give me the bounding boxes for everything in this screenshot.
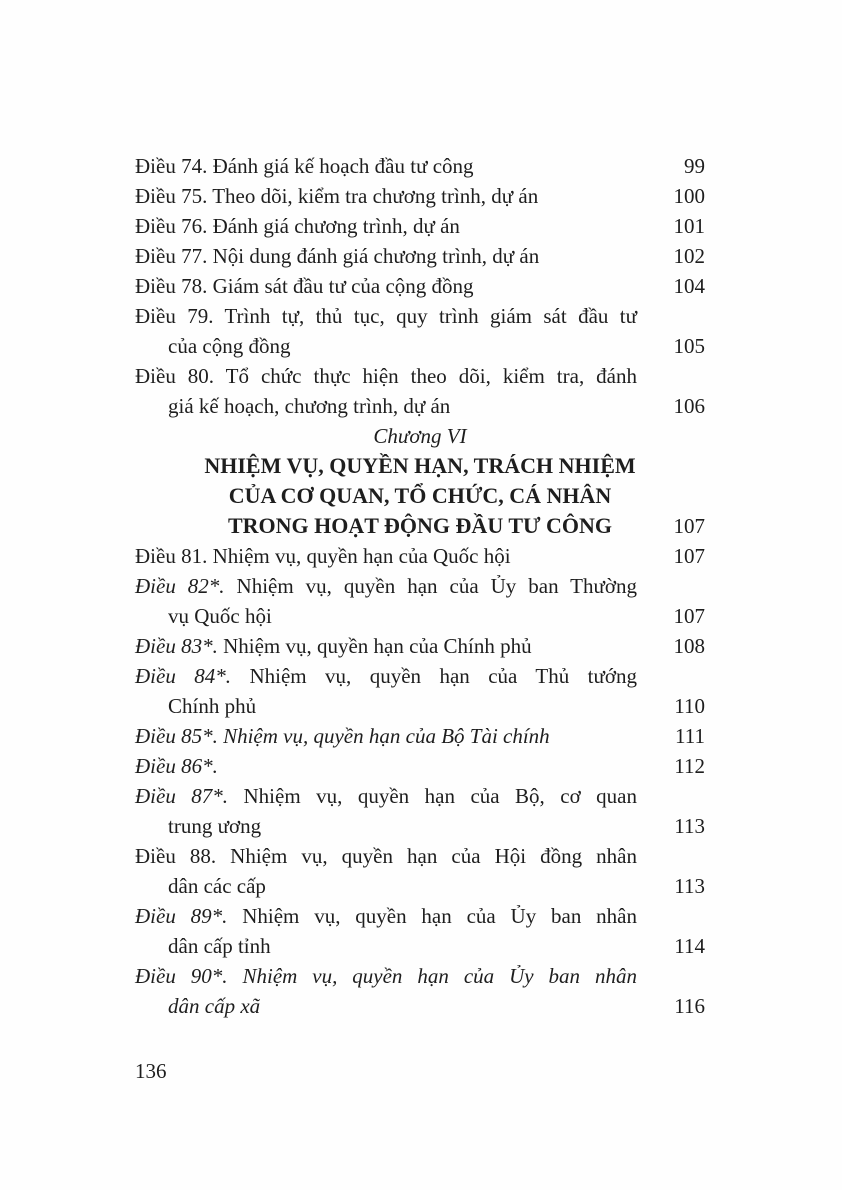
entry-line-1 xyxy=(135,211,705,241)
toc-entry xyxy=(135,181,705,211)
entry-line-1 xyxy=(135,541,705,571)
article-title: Nhiệm vụ, quyền hạn của Bộ Tài chính xyxy=(223,724,550,748)
entry-line-1 xyxy=(135,721,705,751)
article-title-continued: Chính phủ xyxy=(168,694,257,718)
page-number: 113 xyxy=(674,874,705,898)
article-title: Trình tự, thủ tục, quy trình giám sát đầu tư xyxy=(224,304,637,328)
entry-text xyxy=(135,271,474,301)
article-label: Điều 76. xyxy=(135,214,208,238)
page-number: 110 xyxy=(674,694,705,718)
entry-text xyxy=(135,664,637,688)
entry-line-1 xyxy=(135,181,705,211)
article-title: Nội dung đánh giá chương trình, dự án xyxy=(212,244,540,268)
footer-page-number: 136 xyxy=(135,1059,167,1083)
article-label: Điều 77. xyxy=(135,244,208,268)
toc-entry xyxy=(135,661,705,721)
chapter-heading-line: CỦA CƠ QUAN, TỔ CHỨC, CÁ NHÂN xyxy=(228,483,612,508)
page-number: 105 xyxy=(673,334,705,358)
article-label: Điều 89*. xyxy=(135,904,228,928)
toc-entry xyxy=(135,361,705,421)
page-number: 106 xyxy=(673,394,705,418)
entry-line-2 xyxy=(135,931,705,961)
page-footer xyxy=(135,1056,705,1086)
entry-text xyxy=(135,631,532,661)
entry-line-1 xyxy=(135,781,705,811)
toc-entry xyxy=(135,271,705,301)
article-label: Điều 87*. xyxy=(135,784,229,808)
toc-entry xyxy=(135,151,705,181)
toc-entry xyxy=(135,841,705,901)
page-number: 107 xyxy=(673,544,705,568)
article-title: Nhiệm vụ, quyền hạn của Hội đồng nhân xyxy=(230,844,637,868)
article-title: Nhiệm vụ, quyền hạn của Chính phủ xyxy=(223,634,532,658)
article-title-continued: vụ Quốc hội xyxy=(168,604,272,628)
entry-line-2 xyxy=(135,811,705,841)
entry-text xyxy=(135,211,460,241)
toc-entry xyxy=(135,211,705,241)
article-label: Điều 84*. xyxy=(135,664,232,688)
entry-line-2 xyxy=(135,991,705,1021)
page-number: 100 xyxy=(673,184,705,208)
entry-line-2 xyxy=(135,331,705,361)
article-title: Nhiệm vụ, quyền hạn của Ủy ban nhân xyxy=(242,904,638,928)
toc-entry xyxy=(135,571,705,631)
entry-line-2 xyxy=(135,691,705,721)
entry-text xyxy=(135,904,637,928)
article-title: Nhiệm vụ, quyền hạn của Quốc hội xyxy=(212,544,511,568)
chapter-heading-row xyxy=(135,451,705,481)
article-title-continued: trung ương xyxy=(168,814,262,838)
article-title: Nhiệm vụ, quyền hạn của Ủy ban Thường xyxy=(236,574,637,598)
toc-entry xyxy=(135,901,705,961)
page-number: 116 xyxy=(674,994,705,1018)
page-number: 104 xyxy=(673,274,705,298)
chapter-heading-line: TRONG HOẠT ĐỘNG ĐẦU TƯ CÔNG xyxy=(227,513,612,538)
article-label: Điều 80. xyxy=(135,364,215,388)
chapter-name: Chương VI xyxy=(373,424,467,448)
page-number: 102 xyxy=(673,244,705,268)
entry-text xyxy=(135,541,511,571)
entry-text xyxy=(135,574,637,598)
toc-entry xyxy=(135,751,705,781)
entry-line-1 xyxy=(135,571,705,601)
article-title-continued: giá kế hoạch, chương trình, dự án xyxy=(168,394,451,418)
article-label: Điều 81. xyxy=(135,544,208,568)
page-number: 107 xyxy=(673,604,705,628)
entry-text xyxy=(135,964,637,988)
article-title: Tổ chức thực hiện theo dõi, kiểm tra, đánh xyxy=(225,364,638,388)
page-number: 114 xyxy=(674,934,705,958)
article-label: Điều 78. xyxy=(135,274,208,298)
article-title: Theo dõi, kiểm tra chương trình, dự án xyxy=(212,184,539,208)
article-title: Đánh giá chương trình, dự án xyxy=(212,214,460,238)
toc-entry xyxy=(135,631,705,661)
entry-line-2 xyxy=(135,391,705,421)
entry-line-1 xyxy=(135,841,705,871)
page-number: 101 xyxy=(673,214,705,238)
page-number: 112 xyxy=(674,754,705,778)
toc-entry xyxy=(135,541,705,571)
chapter-heading-row xyxy=(135,481,705,511)
entry-line-1 xyxy=(135,631,705,661)
article-title-continued: dân cấp tỉnh xyxy=(168,934,271,958)
article-title: Nhiệm vụ, quyền hạn của Thủ tướng xyxy=(249,664,638,688)
article-label: Điều 75. xyxy=(135,184,208,208)
page-number: 111 xyxy=(675,724,705,748)
article-title-continued: dân cấp xã xyxy=(168,994,261,1018)
entry-line-1 xyxy=(135,361,705,391)
article-label: Điều 83*. xyxy=(135,634,218,658)
entry-text xyxy=(135,721,550,751)
entry-text xyxy=(135,181,538,211)
chapter-heading-line: NHIỆM VỤ, QUYỀN HẠN, TRÁCH NHIỆM xyxy=(204,453,636,478)
article-title-continued: của cộng đồng xyxy=(168,334,291,358)
article-label: Điều 90*. xyxy=(135,964,228,988)
article-label: Điều 74. xyxy=(135,154,208,178)
article-label: Điều 88. xyxy=(135,844,217,868)
page-number: 108 xyxy=(673,634,705,658)
article-title-continued: dân các cấp xyxy=(168,874,266,898)
article-title: Giám sát đầu tư của cộng đồng xyxy=(212,274,474,298)
entry-line-1 xyxy=(135,241,705,271)
article-label: Điều 86*. xyxy=(135,754,218,778)
article-label: Điều 85*. xyxy=(135,724,218,748)
entry-line-1 xyxy=(135,751,705,781)
article-label: Điều 79. xyxy=(135,304,214,328)
entry-line-1 xyxy=(135,151,705,181)
chapter-heading-row xyxy=(135,511,705,541)
toc-entry xyxy=(135,961,705,1021)
entry-line-1 xyxy=(135,271,705,301)
entry-line-1 xyxy=(135,961,705,991)
entry-text xyxy=(135,751,218,781)
entry-line-1 xyxy=(135,301,705,331)
article-title: Nhiệm vụ, quyền hạn của Ủy ban nhân xyxy=(242,964,637,988)
article-title: Nhiệm vụ, quyền hạn của Bộ, cơ quan xyxy=(243,784,637,808)
entry-line-2 xyxy=(135,871,705,901)
entry-text xyxy=(135,364,637,388)
entry-text xyxy=(135,241,539,271)
page-number: 113 xyxy=(674,814,705,838)
entry-text xyxy=(135,784,637,808)
page-number: 107 xyxy=(673,514,705,538)
entry-text xyxy=(135,844,637,868)
article-label: Điều 82*. xyxy=(135,574,225,598)
entry-line-1 xyxy=(135,901,705,931)
article-title: Đánh giá kế hoạch đầu tư công xyxy=(212,154,474,178)
toc-entry xyxy=(135,781,705,841)
toc-entry xyxy=(135,241,705,271)
entry-line-2 xyxy=(135,601,705,631)
toc-entry xyxy=(135,301,705,361)
entry-text xyxy=(135,151,474,181)
entry-text xyxy=(135,304,637,328)
toc-entry xyxy=(135,721,705,751)
page-number: 99 xyxy=(684,154,705,178)
toc-list xyxy=(135,151,705,1021)
entry-line-1 xyxy=(135,661,705,691)
